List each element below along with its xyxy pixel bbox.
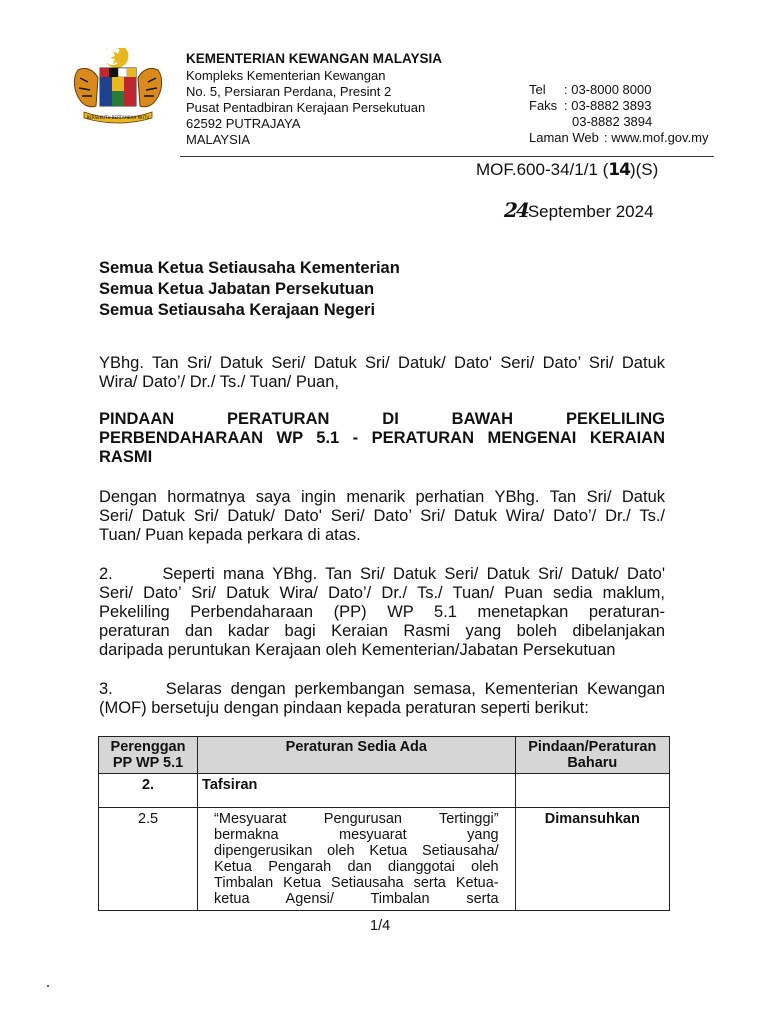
paragraph-line: (MOF) bersetuju dengan pindaan kepada peraturan seperti berikut: [99,699,589,717]
handwritten-day: 24 [504,198,528,222]
tel-label: Tel [529,82,546,97]
reference-suffix: )(S) [629,160,659,179]
regulation-line: ketua Agensi/ Timbalan serta [214,891,499,907]
regulation-line: dipengerusikan oleh Ketua Setiausaha/ [214,843,499,859]
coat-of-arms-logo [68,48,168,128]
salutation-line: YBhg. Tan Sri/ Datuk Seri/ Datuk Sri/ Datuk/ Dato' Seri/ Dato’ Sri/ Datuk [99,354,665,372]
amendments-table [98,736,670,911]
column-header: Pindaan/Peraturan Baharu [515,737,669,774]
regulation-line: “Mesyuarat Pengurusan Tertinggi” [214,811,499,827]
paragraph-line: Tuan/ Puan kepada perkara di atas. [99,526,361,544]
paragraph-number: 2.5 [99,808,198,911]
letter-date [504,198,654,222]
paragraph-line: Dengan hormatnya saya ingin menarik perhatian YBhg. Tan Sri/ Datuk [99,488,665,506]
regulation-line: bermakna mesyuarat yang [214,827,499,843]
table-row [99,808,670,911]
paragraph-line: 3. Selaras dengan perkembangan semasa, Kementerian Kewangan [99,680,665,698]
letterhead-divider [180,156,714,157]
page-number: 1/4 [370,918,391,934]
reference-number [476,160,658,180]
paragraph-line: daripada peruntukan Kerajaan oleh Kementerian/Jabatan Persekutuan [99,641,616,659]
tel-value: : 03-8000 8000 [564,82,652,97]
reference-prefix: MOF.600-34/1/1 ( [476,160,609,179]
date-text: September 2024 [527,202,654,221]
table-header-row [99,737,670,774]
subject-line: PINDAAN PERATURAN DI BAWAH PEKELILING [99,410,665,428]
address-line: MALAYSIA [186,132,251,147]
recipient-line: Semua Ketua Jabatan Persekutuan [99,280,375,298]
web-value: : www.mof.gov.my [604,130,709,145]
fax-value-1: : 03-8882 3893 [564,98,652,113]
empty-cell [515,774,669,808]
paragraph-line: peraturan dan kadar bagi Keraian Rasmi yang boleh dibelanjakan [99,622,665,640]
column-header: Peraturan Sedia Ada [198,737,516,774]
fax-label: Faks [529,98,558,113]
salutation-line: Wira/ Dato’/ Dr./ Ts./ Tuan/ Puan, [99,373,339,391]
paragraph-line: Seri/ Dato’ Sri/ Datuk Wira/ Dato’/ Dr./ Ts./ Tuan/ Puan sedia maklum, [99,584,665,602]
table-row [99,774,670,808]
recipient-line: Semua Setiausaha Kerajaan Negeri [99,301,376,319]
paragraph-line: Seri/ Datuk Sri/ Datuk/ Dato' Seri/ Dato’ Sri/ Datuk Wira/ Dato’/ Dr./ Ts./ [99,507,665,525]
section-title: Tafsiran [198,774,516,808]
regulation-line: Ketua Pengarah dan dianggotai oleh [214,859,499,875]
scan-speck [47,985,49,987]
address-line: Kompleks Kementerian Kewangan [186,68,386,83]
address-line: Pusat Pentadbiran Kerajaan Persekutuan [186,100,426,115]
salutation [99,354,665,392]
amendment-status: Dimansuhkan [515,808,669,911]
regulation-line: Timbalan Ketua Setiausaha serta Ketua- [214,875,499,891]
svg-text:BERSEKUTU BERTAMBAH MUTU: BERSEKUTU BERTAMBAH MUTU [86,115,150,120]
address-line: 62592 PUTRAJAYA [186,116,301,131]
section-number: 2. [99,774,198,808]
subject-title [99,410,665,467]
recipient-line: Semua Ketua Setiausaha Kementerian [99,259,400,277]
web-label: Laman Web [529,130,599,145]
paragraph-line: 2. Seperti mana YBhg. Tan Sri/ Datuk Seri/ Datuk Sri/ Datuk/ Dato' [99,565,665,583]
fax-value-2: 03-8882 3894 [572,114,653,129]
existing-regulation [198,808,516,911]
handwritten-reference: 14 [608,160,630,180]
paragraph-1 [99,488,665,545]
paragraph-3 [99,680,665,718]
subject-line: PERBENDAHARAAN WP 5.1 - PERATURAN MENGENAI KERAIAN [99,429,665,447]
column-header: Perenggan PP WP 5.1 [99,737,198,774]
subject-line: RASMI [99,448,153,466]
paragraph-2 [99,565,665,660]
address-line: No. 5, Persiaran Perdana, Presint 2 [186,84,392,99]
paragraph-line: Pekeliling Perbendaharaan (PP) WP 5.1 menetapkan peraturan- [99,603,665,621]
ministry-name: KEMENTERIAN KEWANGAN MALAYSIA [186,51,443,66]
